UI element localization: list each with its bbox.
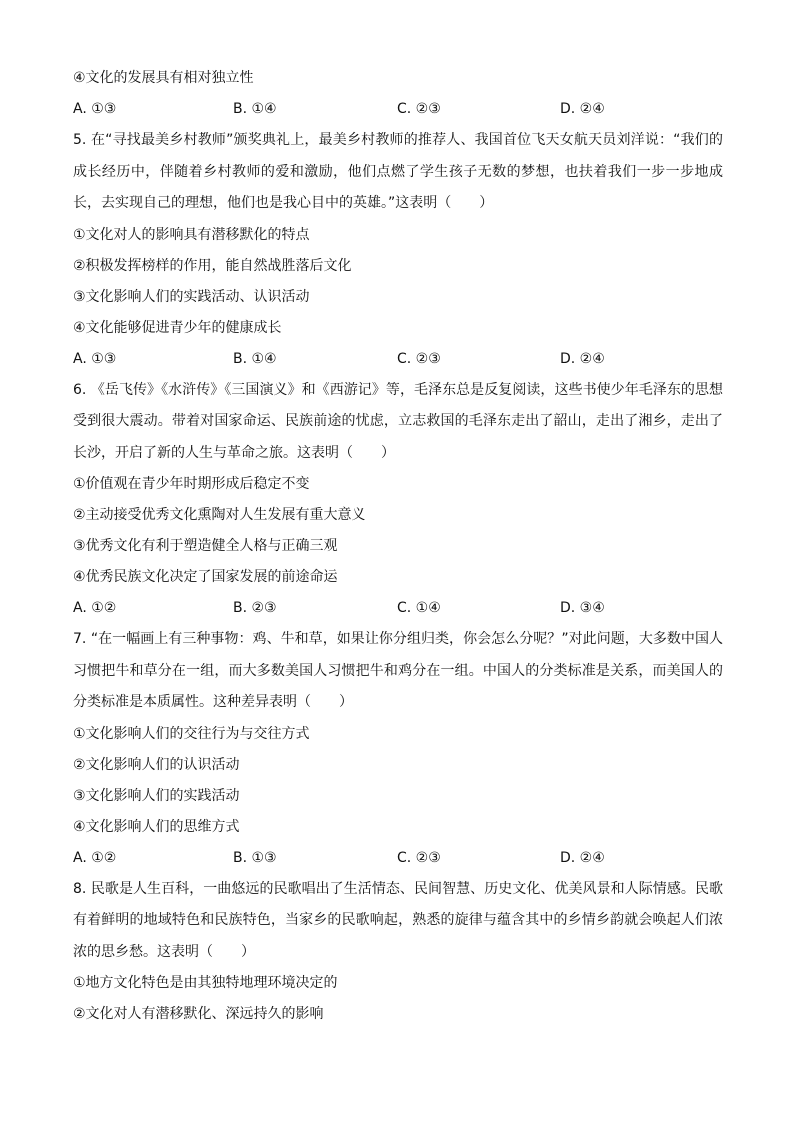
prev-question-options [73, 94, 723, 125]
option-d: D. ②④ [560, 101, 605, 117]
question-7-statement-3: ③文化影响人们的实践活动 [73, 787, 240, 804]
question-7-stem: 7. “在一幅画上有三种事物：鸡、牛和草，如果让你分组归类，你会怎么分呢？”对此问题，大多数中国人习惯把牛和草分在一组，而大多数美国人习惯把牛和鸡分在一组。中国人的分类标准是关系，而美国人的分类标准是本质属性。这种差异表明（ ） [73, 631, 723, 710]
question-6-statement-2: ②主动接受优秀文化熏陶对人生发展有重大意义 [73, 507, 366, 523]
question-6-stem: 6. 《岳飞传》《水浒传》《三国演义》和《西游记》等，毛泽东总是反复阅读，这些书使少年毛泽东的思想受到很大震动。带着对国家命运、民族前途的忧虑，立志救国的毛泽东走出了韶山，走出了湘乡，走出了长沙，开启了新的人生与革命之旅。这表明（ ） [73, 381, 723, 461]
option-c: C. ②③ [397, 350, 441, 367]
option-a: A. ①② [73, 849, 117, 866]
question-6-statement-1: ①价值观在青少年时期形成后稳定不变 [73, 476, 310, 492]
question-5-statement-4: ④文化能够促进青少年的健康成长 [73, 319, 282, 336]
question-8-statement-1: ①地方文化特色是由其独特地理环境决定的 [73, 975, 338, 991]
option-b: B. ①④ [233, 101, 277, 117]
option-d: D. ②④ [560, 350, 605, 367]
option-b: B. ①④ [233, 350, 277, 367]
question-6-options [73, 593, 723, 624]
option-d: D. ③④ [560, 600, 605, 616]
question-7-statement-2: ②文化影响人们的认识活动 [73, 756, 240, 773]
question-5-options [73, 344, 723, 375]
option-b: B. ②③ [233, 600, 277, 616]
option-d: D. ②④ [560, 849, 605, 866]
option-a: A. ①③ [73, 101, 117, 117]
prev-question-statement-4: ④文化的发展具有相对独立性 [73, 70, 254, 86]
question-5-statement-2: ②积极发挥榜样的作用，能自然战胜落后文化 [73, 257, 352, 274]
question-8-statement-2: ②文化对人有潜移默化、深远持久的影响 [73, 1006, 324, 1022]
option-b: B. ①③ [233, 849, 277, 866]
question-7-options [73, 843, 723, 874]
option-a: A. ①③ [73, 350, 117, 367]
question-7-statement-4: ④文化影响人们的思维方式 [73, 818, 240, 835]
question-5-statement-1: ①文化对人的影响具有潜移默化的特点 [73, 226, 310, 243]
question-6-statement-4: ④优秀民族文化决定了国家发展的前途命运 [73, 569, 338, 585]
option-c: C. ②③ [397, 101, 441, 117]
question-5-stem: 5. 在“寻找最美乡村教师”颁奖典礼上，最美乡村教师的推荐人、我国首位飞天女航天员刘洋说：“我们的成长经历中，伴随着乡村教师的爱和激励，他们点燃了学生孩子无数的梦想，也扶着我们一步一步地成长，去实现自己的理想，他们也是我心目中的英雄。”这表明（ ） [73, 132, 723, 211]
question-5-statement-3: ③文化影响人们的实践活动、认识活动 [73, 288, 310, 305]
option-c: C. ②③ [397, 849, 441, 866]
exam-page [73, 63, 723, 1030]
option-c: C. ①④ [397, 600, 441, 616]
question-7-statement-1: ①文化影响人们的交往行为与交往方式 [73, 725, 310, 742]
question-6-statement-3: ③优秀文化有利于塑造健全人格与正确三观 [73, 538, 338, 554]
question-8-stem: 8. 民歌是人生百科，一曲悠远的民歌唱出了生活情态、民间智慧、历史文化、优美风景和人际情感。民歌有着鲜明的地域特色和民族特色，当家乡的民歌响起，熟悉的旋律与蕴含其中的乡情乡韵就会唤起人们浓浓的思乡愁。这表明（ ） [73, 880, 723, 960]
option-a: A. ①② [73, 600, 117, 616]
